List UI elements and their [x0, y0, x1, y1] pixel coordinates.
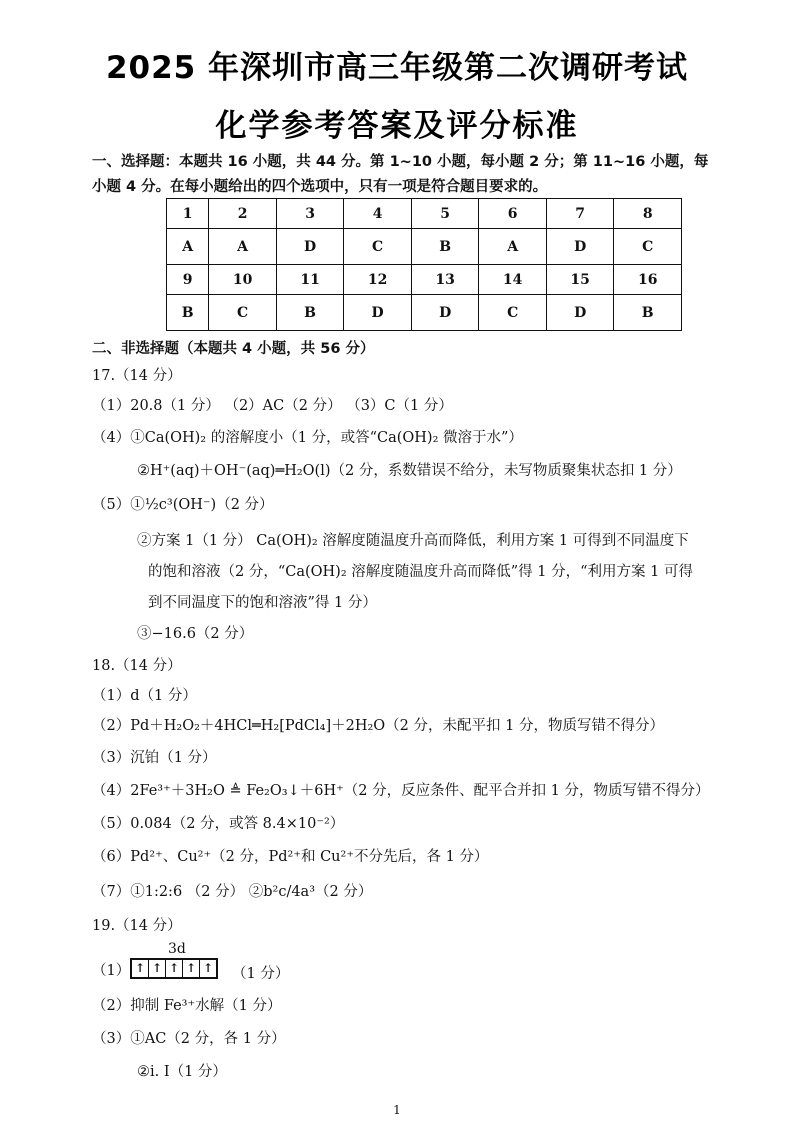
q18-line: （7）①1:2:6 （2 分） ②b²c/4a³（2 分）	[92, 884, 373, 900]
q18-heading: 18.（14 分）	[92, 658, 182, 674]
table-cell: 10	[209, 265, 277, 295]
table-cell: B	[614, 295, 682, 331]
table-cell: C	[209, 295, 277, 331]
table-cell: 15	[546, 265, 614, 295]
q19-line: （3）①AC（2 分，各 1 分）	[92, 1031, 286, 1047]
table-cell: 8	[614, 199, 682, 229]
table-row	[167, 229, 682, 265]
title-line-1: 2025 年深圳市高三年级第二次调研考试	[105, 50, 689, 86]
table-cell: 7	[546, 199, 614, 229]
up-arrow-icon: ↑	[149, 960, 166, 977]
table-cell: 4	[344, 199, 412, 229]
table-cell: B	[411, 229, 479, 265]
table-cell: D	[411, 295, 479, 331]
table-cell: A	[479, 229, 547, 265]
table-cell: C	[344, 229, 412, 265]
table-cell: 5	[411, 199, 479, 229]
q19-line: ②i. I（1 分）	[137, 1064, 227, 1080]
q19-line: （2）抑制 Fe³⁺水解（1 分）	[92, 998, 282, 1014]
up-arrow-icon: ↑	[132, 960, 149, 977]
q18-line: （5）0.084（2 分，或答 8.4×10⁻²）	[92, 816, 345, 832]
page-number: 1	[393, 1103, 401, 1117]
table-cell: 2	[209, 199, 277, 229]
table-cell: 6	[479, 199, 547, 229]
table-cell: 12	[344, 265, 412, 295]
q17-line: ②方案 1（1 分） Ca(OH)₂ 溶解度随温度升高而降低，利用方案 1 可得到不同温度下	[137, 533, 689, 549]
table-cell: A	[209, 229, 277, 265]
table-cell: D	[276, 229, 344, 265]
q17-line: （5）①½c³(OH⁻)（2 分）	[92, 497, 274, 513]
orbital-diagram	[130, 958, 218, 979]
title-line-2: 化学参考答案及评分标准	[215, 108, 579, 144]
table-cell: D	[546, 295, 614, 331]
table-cell: B	[276, 295, 344, 331]
table-cell: 3	[276, 199, 344, 229]
table-cell: B	[167, 295, 209, 331]
q17-line: （4）①Ca(OH)₂ 的溶解度小（1 分，或答“Ca(OH)₂ 微溶于水”）	[92, 430, 523, 446]
section2-title: 二、非选择题（本题共 4 小题，共 56 分）	[92, 341, 375, 357]
q18-line: （2）Pd＋H₂O₂＋4HCl═H₂[PdCl₄]＋2H₂O（2 分，未配平扣 1 分，物质写错不得分）	[92, 718, 664, 734]
table-cell: 16	[614, 265, 682, 295]
up-arrow-icon: ↑	[166, 960, 183, 977]
q18-line: （3）沉铂（1 分）	[92, 750, 217, 766]
up-arrow-icon: ↑	[183, 960, 200, 977]
table-cell: C	[614, 229, 682, 265]
table-cell: 13	[411, 265, 479, 295]
table-cell: A	[167, 229, 209, 265]
table-cell: 11	[276, 265, 344, 295]
q18-line: （4）2Fe³⁺＋3H₂O ≜ Fe₂O₃↓＋6H⁺（2 分，反应条件、配平合并扣 1 分，物质写错不得分）	[92, 783, 710, 799]
table-cell: 1	[167, 199, 209, 229]
table-cell: D	[344, 295, 412, 331]
table-cell: 9	[167, 265, 209, 295]
table-cell: D	[546, 229, 614, 265]
table-row	[167, 265, 682, 295]
q17-line: ③−16.6（2 分）	[137, 626, 254, 642]
q19-heading: 19.（14 分）	[92, 918, 182, 934]
q17-line: 的饱和溶液（2 分，“Ca(OH)₂ 溶解度随温度升高而降低”得 1 分，“利用方案 1 可得	[148, 564, 693, 580]
orbital-label: 3d	[168, 941, 186, 957]
table-row	[167, 199, 682, 229]
q18-line: （6）Pd²⁺、Cu²⁺（2 分，Pd²⁺和 Cu²⁺不分先后，各 1 分）	[92, 849, 489, 865]
q19-line1-prefix: （1）	[92, 963, 131, 979]
up-arrow-icon: ↑	[202, 961, 214, 975]
table-cell: C	[479, 295, 547, 331]
table-row	[167, 295, 682, 331]
section1-intro: 一、选择题：本题共 16 小题，共 44 分。第 1~10 小题，每小题 2 分；第 11~16 小题，每小题 4 分。在每小题给出的四个选项中，只有一项是符合题目要求的。	[92, 154, 709, 195]
q17-line: （1）20.8（1 分） （2）AC（2 分） （3）C（1 分）	[92, 398, 453, 414]
table-cell: 14	[479, 265, 547, 295]
q17-line: 到不同温度下的饱和溶液”得 1 分）	[148, 595, 377, 611]
q17-heading: 17.（14 分）	[92, 368, 182, 384]
q17-line: ②H⁺(aq)＋OH⁻(aq)═H₂O(l)（2 分，系数错误不给分，未写物质聚集状态扣 1 分）	[137, 463, 682, 479]
answer-table	[166, 198, 682, 331]
q19-line1-suffix: （1 分）	[232, 966, 290, 982]
q18-line: （1）d（1 分）	[92, 688, 197, 704]
